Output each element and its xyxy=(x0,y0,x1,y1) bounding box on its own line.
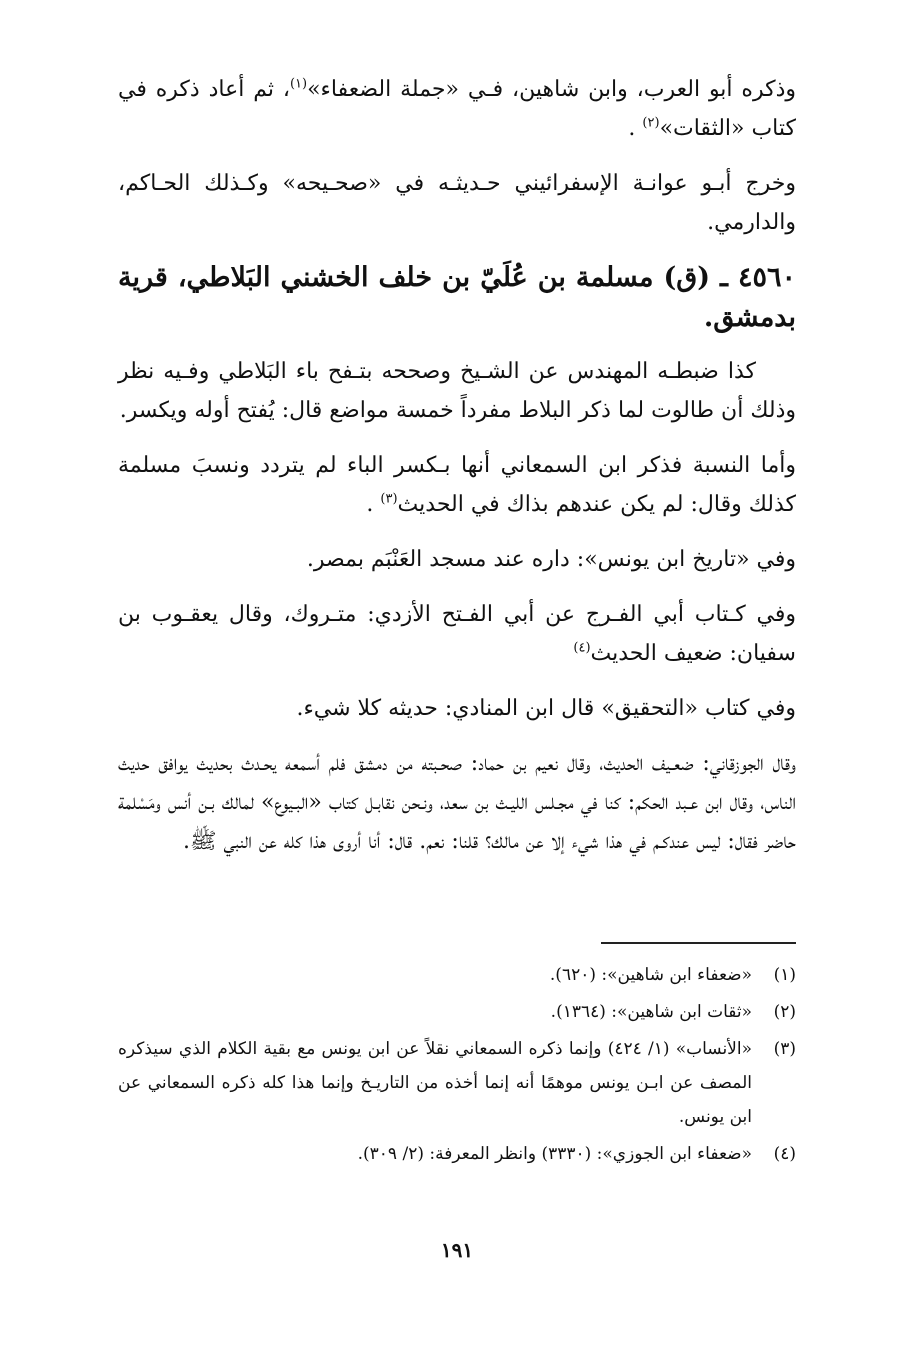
entry-heading: ٤٥٦٠ ـ (ق) مسلمة بن عُلَيّ بن خلف الخشني البَلاطي، قرية بدمشق. xyxy=(118,262,796,333)
paragraph-4-text: وأما النسبة فذكر ابن السمعاني أنها بـكسر الباء لم يتردد ونسبَ مسلمة كذلك وقال: لم يكن عندهم بذاك في الحديث xyxy=(118,453,796,517)
footnote-4 xyxy=(118,1137,796,1171)
page-number: ١٩١ xyxy=(440,1238,474,1262)
footnote-text: «الأنساب» (١/ ٤٢٤) وإنما ذكره السمعاني نقلاً عن ابن يونس مع بقية الكلام الذي سيذكره المصف عن ابـن يونس موهمًا أنه إنما أخذه من التاريـخ وإنما هذا كله ذكره السمعاني عن ابن يونس. xyxy=(118,1039,753,1127)
footnote-number: (٤) xyxy=(773,1144,796,1164)
paragraph-6 xyxy=(118,595,796,673)
footnote-divider xyxy=(601,942,796,944)
footnote-ref-3[interactable]: (٣) xyxy=(380,491,398,507)
footnote-text: «ضعفاء ابن الجوزي»: (٣٣٣٠) وانظر المعرفة: (٢/ ٣٠٩). xyxy=(357,1144,752,1164)
paragraph-4-text-2: . xyxy=(366,492,381,517)
paragraph-1 xyxy=(118,70,796,148)
paragraph-2: وخرج أبـو عوانـة الإسفرائيني حـديثـه في «صحـيحه» وكـذلك الحـاكم، والدارمي. xyxy=(118,171,796,235)
footnotes xyxy=(118,958,796,1174)
footnote-number: (٢) xyxy=(773,1002,796,1022)
footnote-ref-2[interactable]: (٢) xyxy=(642,115,660,131)
paragraph-5: وفي «تاريخ ابن يونس»: داره عند مسجد العَنْبَم بمصر. xyxy=(306,547,796,572)
main-text xyxy=(118,70,796,877)
footnote-ref-1[interactable]: (١) xyxy=(289,76,308,92)
paragraph-1-text-3: . xyxy=(628,116,643,141)
footnote-1 xyxy=(118,958,796,992)
footnote-3 xyxy=(118,1032,796,1134)
paragraph-8: وقال الجوزقاني: ضعـيف الحديث، وقال نعيم بن حماد: صحـبته من دمشق فلم أسمعه يحـدث بحديث يوافق حديث الناس، وقال ابن عـبد الحكم: كنا في مجـلس الليـث بن سعد، ونـحن نقابـل كتاب «البـيوع» لمالك بـن أنس ومَسْلمة حاضر فقال: ليس عندكـم في هذا شيء إلا عن مالك؟ قلنا: نعم. قال: أنا أروى هذا كله عن النبي ﷺ. xyxy=(118,751,796,854)
footnote-2 xyxy=(118,995,796,1029)
footnote-number: (١) xyxy=(773,965,796,985)
footnote-text: «ثقات ابن شاهين»: (١٣٦٤). xyxy=(550,1002,752,1022)
footnote-number: (٣) xyxy=(773,1039,796,1059)
paragraph-1-text: وذكره أبو العرب، وابن شاهين، فـي «جملة الضعفاء» xyxy=(307,77,796,102)
footnote-ref-4[interactable]: (٤) xyxy=(573,640,591,656)
paragraph-3: كذا ضبطـه المهندس عن الشـيخ وصححه بتـفح باء البَلاطي وفـيه نظر وذلك أن طالوت لما ذكر البلاط مفرداً خمسة مواضع قال: يُفتح أوله ويكسر. xyxy=(118,359,796,423)
paragraph-6-text: وفي كـتاب أبي الفـرج عن أبي الفـتح الأزدي: متـروك، وقال يعقـوب بن سفيان: ضعيف الحديث xyxy=(118,602,796,666)
paragraph-1-text-2: ، ثم أعاد ذكره في كتاب «الثقات» xyxy=(118,77,796,141)
footnote-text: «ضعفاء ابن شاهين»: (٦٢٠). xyxy=(549,965,752,985)
paragraph-4 xyxy=(118,446,796,524)
paragraph-7: وفي كتاب «التحقيق» قال ابن المنادي: حديثه كلا شيء. xyxy=(296,696,796,721)
